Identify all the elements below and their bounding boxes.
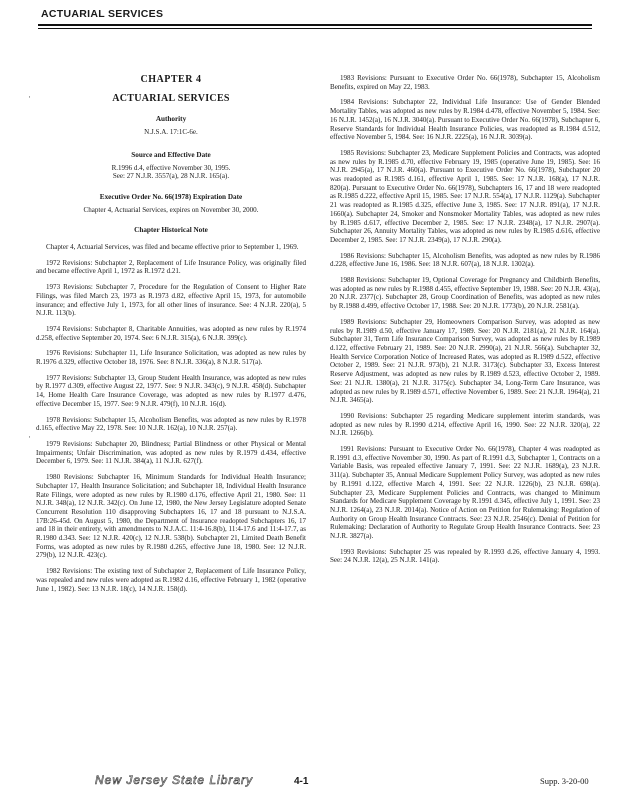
history-paragraph: 1980 Revisions: Subchapter 16, Minimum Standards for Individual Health Insurance; Subchapter 17, Health Insurance Solicitation; and Subchapter 18, Individual Health Insurance Rate Filings, were adopted as new rules by R.1980 d.176, effective April 21, 1980. See: 11 N.J.R. 348(a), 12 N.J.R. 342(c). On June 12, 1980, the New Jersey Legislature adopted Senate Concurrent Resolution 110 disapproving Subchapters 16, 17 and 18 pursuant to N.J.S.A. 17B:26-45d. On August 5, 1980, the Department of Insurance readopted Subchapters 16, 17 and 18 in their entirety, with amendments to N.J.A.C. 11:4-16.8(b), 11:4-17.6 and 11:4-17.7, as R.1980 d.343. See: 12 N.J.R. 420(c), 12 N.J.R. 538(b). Subchapter 21, Limited Death Benefit Forms, was adopted as new rules by R.1980 d.265, effective June 18, 1980. See: 12 N.J.R. 279(b), 12 N.J.R. 423(c). <box>36 473 306 560</box>
history-paragraph: 1982 Revisions: The existing text of Subchapter 2, Replacement of Life Insurance Policy, was repealed and new rules were adopted as R.1982 d.16, effective February 1, 1982 (operative June 1, 1982). See: 13 N.J.R. 18(c), 14 N.J.R. 158(d). <box>36 567 306 593</box>
history-paragraph: 1979 Revisions: Subchapter 20, Blindness; Partial Blindness or other Physical or Mental Impairments; Unfair Discrimination, was adopted as new rules by R.1979 d.434, effective December 6, 1979. See: 11 N.J.R. 384(a), 11 N.J.R. 627(f). <box>36 439 306 466</box>
right-column <box>330 74 600 572</box>
history-heading: Chapter Historical Note <box>134 226 208 235</box>
history-paragraph: 1993 Revisions: Subchapter 25 was repealed by R.1993 d.26, effective January 4, 1993. See: 24 N.J.R. 12(a), 25 N.J.R. 141(a). <box>330 547 600 565</box>
supplement-date: Supp. 3-20-00 <box>540 776 589 786</box>
page-number: 4-1 <box>294 776 309 787</box>
history-paragraph: 1986 Revisions: Subchapter 15, Alcoholism Benefits, was adopted as new rules by R.1986 d.228, effective June 16, 1986. See: 18 N.J.R. 607(a), 18 N.J.R. 1302(a). <box>330 251 600 269</box>
authority-text: N.J.S.A. 17:1C-6e. <box>144 128 198 137</box>
source-text: See: 27 N.J.R. 3557(a), 28 N.J.R. 165(a). <box>112 172 230 181</box>
expiration-text: Chapter 4, Actuarial Services, expires on November 30, 2000. <box>83 205 259 214</box>
chapter-number: CHAPTER 4 <box>140 74 202 85</box>
history-paragraph: 1983 Revisions: Pursuant to Executive Order No. 66(1978), Subchapter 15, Alcoholism Benefits, expired on May 22, 1983. <box>330 74 600 91</box>
authority-heading: Authority <box>155 115 187 124</box>
history-paragraph: 1984 Revisions: Subchapter 22, Individual Life Insurance: Use of Gender Blended Mortality Tables, was adopted as new rules by R.1984 d.478, effective November 5, 1984. See: 16 N.J.R. 1452(a), 16 N.J.R. 3040(a). Pursuant to Executive Order No. 66(1978), Subchapter 6, Reserve Standards for Individual Health Insurance Policies, was readopted as R.1984 d.512, effective November 5, 1984. See: 16 N.J.R. 2225(a), 16 N.J.R. 3039(a). <box>330 98 600 142</box>
history-paragraph: 1977 Revisions: Subchapter 13, Group Student Health Insurance, was adopted as new rules by R.1977 d.309, effective August 22, 1977. See: 9 N.J.R. 343(c), 9 N.J.R. 458(d). Subchapter 14, Home Health Care Insurance Coverage, was adopted as new rules by R.1977 d.476, effective December 15, 1977. See: 9 N.J.R. 479(f), 10 N.J.R. 16(d). <box>36 373 306 408</box>
running-head: ACTUARIAL SERVICES <box>41 8 164 20</box>
history-paragraph: 1985 Revisions: Subchapter 23, Medicare Supplement Policies and Contracts, was adopted as new rules by R.1985 d.70, effective February 19, 1985 (operative June 19, 1985). See: 16 N.J.R. 2945(a), 17 N.J.R. 460(a). Pursuant to Executive Order No. 66(1978), Subchapter 20 was readopted as R.1985 d.161, effective April 1, 1985. See: 17 N.J.R. 168(a), 17 N.J.R. 820(a). Pursuant to Executive Order No. 66(1978), Subchapters 16, 17 and 18 were readopted as R.1985 d.222, effective April 15, 1985. See: 17 N.J.R. 554(a), 17 N.J.R. 1129(a). Subchapter 21 was readopted as R.1985 d.325, effective June 3, 1985. See: 17 N.J.R. 891(a), 17 N.J.R. 1660(a). Subchapter 24, Smoker and Nonsmoker Mortality Tables, was adopted as new rules by R.1985 d.617, effective December 2, 1985. See: 17 N.J.R. 2348(a), 17 N.J.R. 2907(a). Subchapter 26, Annuity Mortality Tables, was adopted as new rules by R.1985 d.616, effective December 2, 1985. See: 17 N.J.R. 2349(a), 17 N.J.R. 290(a). <box>330 148 600 244</box>
source-heading: Source and Effective Date <box>131 150 211 159</box>
margin-mark: · <box>28 92 31 102</box>
history-paragraph: 1973 Revisions: Subchapter 7, Procedure for the Regulation of Consent to Higher Rate Filings, was filed March 23, 1973 as R.1973 d.82, effective April 15, 1973, for automobile insurance; and effective July 1, 1973, for all other lines of insurance. See: 4 N.J.R. 220(a), 5 N.J.R. 113(b). <box>36 283 306 318</box>
source-text: R.1996 d.4, effective November 30, 1995. <box>111 163 231 172</box>
history-paragraph: 1976 Revisions: Subchapter 11, Life Insurance Solicitation, was adopted as new rules by R.1976 d.329, effective October 18, 1976. See: 8 N.J.R. 336(a), 8 N.J.R. 517(a). <box>36 349 306 367</box>
expiration-heading: Executive Order No. 66(1978) Expiration Date <box>99 192 243 201</box>
left-column <box>36 76 306 600</box>
header-rule <box>38 24 592 26</box>
history-paragraph: 1991 Revisions: Pursuant to Executive Order No. 66(1978), Chapter 4 was readopted as R.1991 d.3, effective November 30, 1990. As part of R.1991 d.3, Subchapter 1, Contracts on a Variable Basis, was repealed effective January 7, 1991. See: 22 N.J.R. 1689(a), 23 N.J.R. 311(a). Subchapter 35, Annual Medicare Supplement Policy Survey, was adopted as new rules by R.1991 d.122, effective March 4, 1991. See: 22 N.J.R. 1226(b), 23 N.J.R. 698(a). Subchapter 23, Medicare Supplement Policies and Contracts, was changed to Minimum Standards for Medicare Supplement Coverage by R.1991 d.345, effective July 1, 1991. See: 23 N.J.R. 1264(a), 23 N.J.R. 2014(a). Notice of Action on Petition for Rulemaking: Regulation of Authority on Group Health Insurance Contracts. See: 23 N.J.R. 2546(c). Denial of Petition for Rulemaking: Declaration of Authority to Regulate Group Health Insurance Contracts. See: 23 N.J.R. 3827(a). <box>330 445 600 541</box>
history-paragraph: 1988 Revisions: Subchapter 19, Optional Coverage for Pregnancy and Childbirth Benefits, was adopted as new rules by R.1988 d.455, effective September 19, 1988. See: 20 N.J.R. 43(a), 20 N.J.R. 2377(c). Subchapter 28, Group Coordination of Benefits, was adopted as new rules by R.1988 d.499, effective October 17, 1988. See: 20 N.J.R. 1773(b), 20 N.J.R. 2581(a). <box>330 276 600 311</box>
history-paragraph: 1974 Revisions: Subchapter 8, Charitable Annuities, was adopted as new rules by R.1974 d.258, effective September 20, 1974. See: 6 N.J.R. 315(a), 6 N.J.R. 399(c). <box>36 324 306 342</box>
history-paragraph: Chapter 4, Actuarial Services, was filed and became effective prior to September 1, 1969. <box>46 243 299 252</box>
history-paragraph: 1972 Revisions: Subchapter 2, Replacement of Life Insurance Policy, was originally filed and became effective April 1, 1972 as R.1972 d.21. <box>36 258 306 276</box>
margin-mark: · <box>28 432 31 442</box>
library-stamp: New Jersey State Library <box>95 773 254 787</box>
header-rule-thin <box>38 28 592 29</box>
history-paragraph: 1990 Revisions: Subchapter 25 regarding Medicare supplement interim standards, was adopted as new rules by R.1990 d.214, effective April 16, 1990. See: 22 N.J.R. 320(a), 22 N.J.R. 1266(b). <box>330 411 600 438</box>
chapter-title: ACTUARIAL SERVICES <box>112 92 230 104</box>
history-paragraph: 1989 Revisions: Subchapter 29, Homeowners Comparison Survey, was adopted as new rules by R.1989 d.50, effective January 17, 1989. See: 20 N.J.R. 2181(a), 21 N.J.R. 164(a). Subchapter 31, Term Life Insurance Comparison Survey, was adopted as new rules by R.1989 d.122, effective February 21, 1989. See: 20 N.J.R. 2990(a), 21 N.J.R. 566(a). Subchapter 32, Health Service Corporation Notice of Increased Rates, was adopted as R.1989 d.522, effective October 2, 1989. See: 21 N.J.R. 973(b), 21 N.J.R. 3173(c). Subchapter 33, Excess Interest Reserve Adjustment, was adopted as new rules by R.1989 d.523, effective October 2, 1989. See: 21 N.J.R. 1380(a), 21 N.J.R. 3175(c). Subchapter 34, Long-Term Care Insurance, was adopted as new rules by R.1989 d.571, effective November 6, 1989. See: 21 N.J.R. 1964(a), 21 N.J.R. 3465(a). <box>330 317 600 405</box>
history-paragraph: 1978 Revisions: Subchapter 15, Alcoholism Benefits, was adopted as new rules by R.1978 d.165, effective May 22, 1978. See: 10 N.J.R. 162(a), 10 N.J.R. 257(a). <box>36 415 306 433</box>
